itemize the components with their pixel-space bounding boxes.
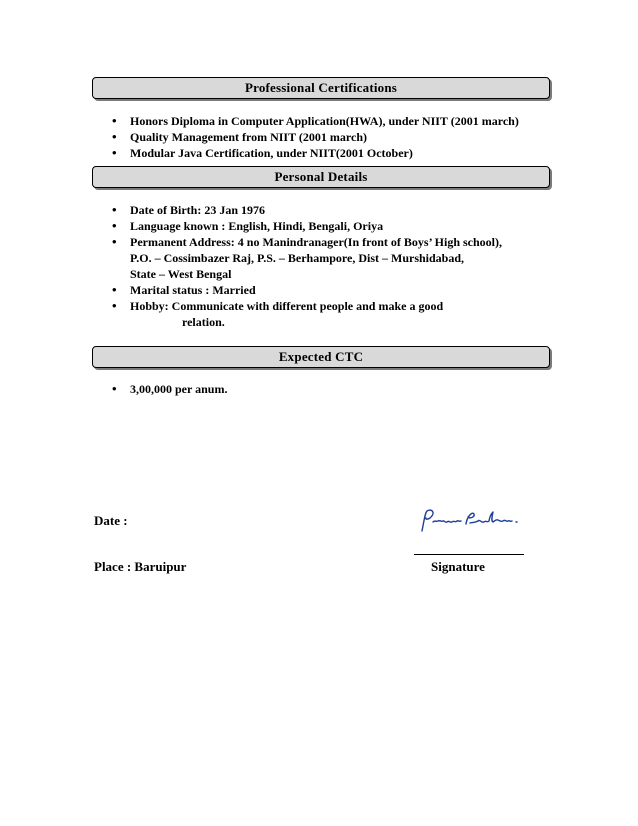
certifications-heading-text: Professional Certifications bbox=[244, 80, 398, 95]
list-item: • Quality Management from NIIT (2001 march) bbox=[112, 129, 519, 145]
section-heading-certifications bbox=[92, 77, 550, 99]
signature-label: Signature bbox=[431, 559, 485, 574]
list-item: • Honors Diploma in Computer Application(HWA), under NIIT (2001 march) bbox=[112, 113, 519, 129]
list-item: • Modular Java Certification, under NIIT(2001 October) bbox=[112, 145, 519, 161]
hobby-line-2: relation. bbox=[182, 315, 225, 329]
ctc-item: • 3,00,000 per anum. bbox=[112, 381, 227, 397]
address-line-3: State – West Bengal bbox=[130, 267, 232, 281]
handwritten-signature bbox=[418, 505, 522, 537]
personal-details-list bbox=[112, 202, 502, 330]
personal-heading-text: Personal Details bbox=[274, 169, 368, 184]
ctc-list bbox=[112, 381, 227, 397]
hobby-item bbox=[112, 298, 502, 330]
certifications-list bbox=[112, 113, 519, 161]
place-label: Place : Baruipur bbox=[94, 559, 187, 574]
address-item bbox=[112, 234, 502, 282]
section-heading-expected-ctc bbox=[92, 346, 550, 368]
address-line-1: • Permanent Address: 4 no Manindranager(In front of Boys’ High school), bbox=[130, 235, 503, 249]
marital-item: • Marital status : Married bbox=[112, 282, 502, 298]
language-item: • Language known : English, Hindi, Bengali, Oriya bbox=[112, 218, 502, 234]
hobby-line-1: • Hobby: Communicate with different people and make a good bbox=[130, 299, 444, 313]
dob-item: • Date of Birth: 23 Jan 1976 bbox=[112, 202, 502, 218]
date-label: Date : bbox=[94, 513, 128, 528]
signature-line bbox=[414, 554, 524, 555]
address-line-2: P.O. – Cossimbazer Raj, P.S. – Berhampore, Dist – Murshidabad, bbox=[130, 251, 465, 265]
ctc-heading-text: Expected CTC bbox=[278, 349, 364, 364]
section-heading-personal-details bbox=[92, 166, 550, 188]
